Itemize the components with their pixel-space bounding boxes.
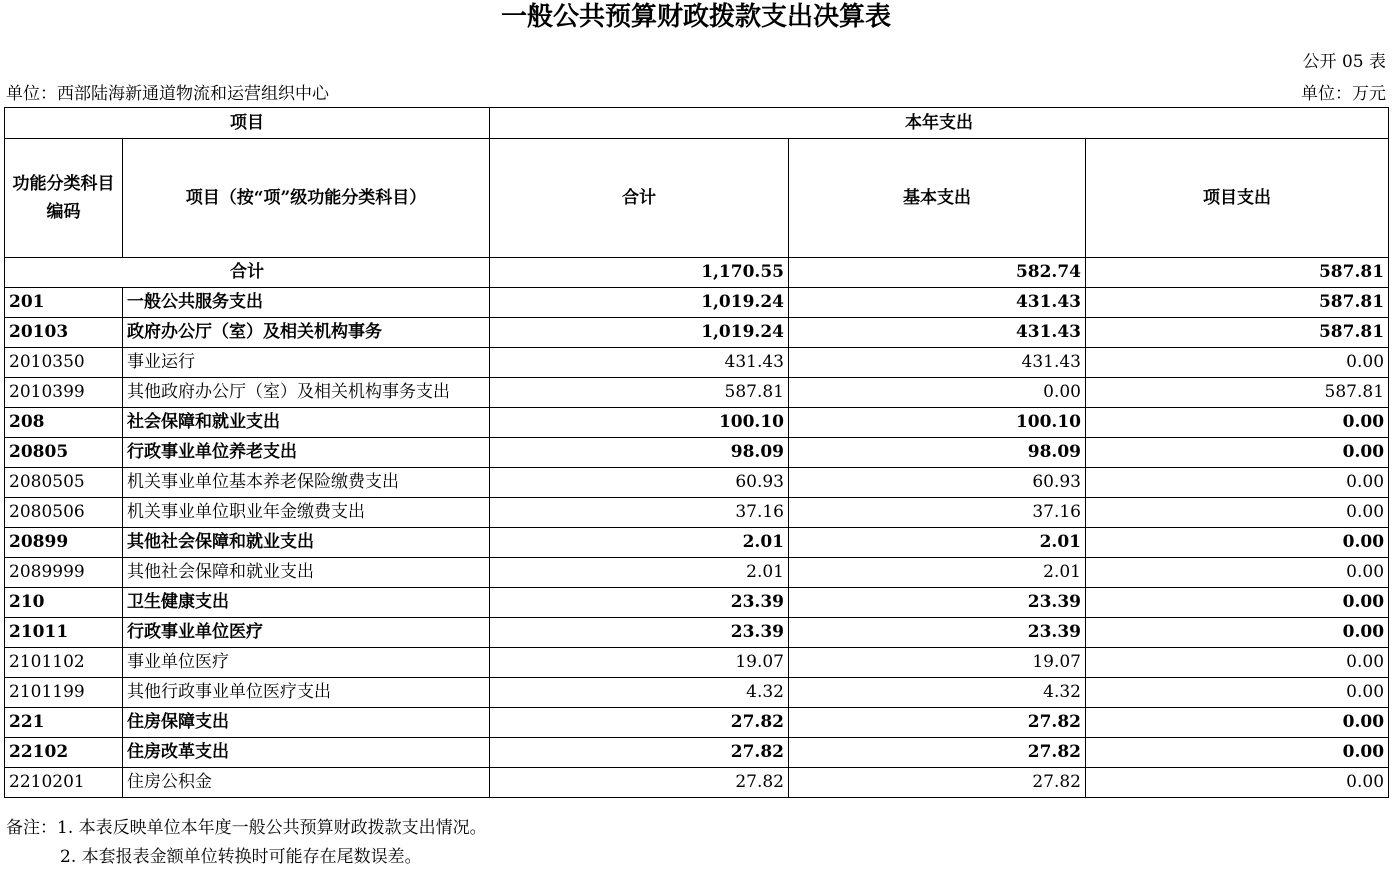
header-total: 合计: [490, 139, 789, 258]
row-total: 2.01: [490, 528, 789, 558]
row-basic: 431.43: [789, 318, 1086, 348]
table-row: [5, 558, 1389, 588]
table-row: [5, 408, 1389, 438]
note-2: 2. 本套报表金额单位转换时可能存在尾数误差。: [60, 847, 422, 867]
row-project: 0.00: [1086, 588, 1389, 618]
total-label: 合计: [5, 258, 490, 288]
header-code: 功能分类科目编码: [5, 139, 123, 258]
row-basic: 60.93: [789, 468, 1086, 498]
row-name: 住房保障支出: [123, 708, 490, 738]
row-code: 20899: [5, 528, 123, 558]
row-total: 2.01: [490, 558, 789, 588]
row-name: 政府办公厅（室）及相关机构事务: [123, 318, 490, 348]
row-basic: 2.01: [789, 528, 1086, 558]
row-project: 0.00: [1086, 438, 1389, 468]
row-basic: 2.01: [789, 558, 1086, 588]
row-code: 201: [5, 288, 123, 318]
total-row: [5, 258, 1389, 288]
reporting-unit: 单位：西部陆海新通道物流和运营组织中心: [6, 84, 329, 104]
row-name: 社会保障和就业支出: [123, 408, 490, 438]
row-code: 21011: [5, 618, 123, 648]
header-name: 项目（按“项”级功能分类科目）: [123, 139, 490, 258]
header-basic: 基本支出: [789, 139, 1086, 258]
table-row: [5, 768, 1389, 798]
currency-unit: 单位：万元: [1301, 84, 1386, 104]
row-name: 卫生健康支出: [123, 588, 490, 618]
row-total: 23.39: [490, 618, 789, 648]
row-total: 1,019.24: [490, 318, 789, 348]
table-row: [5, 378, 1389, 408]
row-name: 住房改革支出: [123, 738, 490, 768]
total-total: 1,170.55: [490, 258, 789, 288]
table-row: [5, 348, 1389, 378]
row-basic: 37.16: [789, 498, 1086, 528]
header-project: 项目: [5, 108, 490, 139]
row-code: 2080505: [5, 468, 123, 498]
row-name: 事业单位医疗: [123, 648, 490, 678]
row-project: 0.00: [1086, 498, 1389, 528]
row-total: 60.93: [490, 468, 789, 498]
row-project: 0.00: [1086, 708, 1389, 738]
table-row: [5, 288, 1389, 318]
table-row: [5, 498, 1389, 528]
row-name: 住房公积金: [123, 768, 490, 798]
row-code: 20103: [5, 318, 123, 348]
row-code: 208: [5, 408, 123, 438]
table-row: [5, 618, 1389, 648]
row-code: 221: [5, 708, 123, 738]
table-row: [5, 708, 1389, 738]
row-project: 587.81: [1086, 318, 1389, 348]
row-basic: 431.43: [789, 348, 1086, 378]
table-row: [5, 588, 1389, 618]
row-project: 0.00: [1086, 738, 1389, 768]
row-code: 2210201: [5, 768, 123, 798]
row-basic: 27.82: [789, 738, 1086, 768]
total-project: 587.81: [1086, 258, 1389, 288]
header-project-exp: 项目支出: [1086, 139, 1389, 258]
row-name: 机关事业单位基本养老保险缴费支出: [123, 468, 490, 498]
row-total: 431.43: [490, 348, 789, 378]
row-total: 1,019.24: [490, 288, 789, 318]
row-code: 2101199: [5, 678, 123, 708]
row-basic: 27.82: [789, 708, 1086, 738]
row-total: 4.32: [490, 678, 789, 708]
row-project: 0.00: [1086, 528, 1389, 558]
row-total: 27.82: [490, 768, 789, 798]
row-code: 210: [5, 588, 123, 618]
row-total: 19.07: [490, 648, 789, 678]
row-basic: 4.32: [789, 678, 1086, 708]
row-project: 0.00: [1086, 618, 1389, 648]
row-total: 587.81: [490, 378, 789, 408]
row-name: 一般公共服务支出: [123, 288, 490, 318]
row-name: 行政事业单位医疗: [123, 618, 490, 648]
table-row: [5, 318, 1389, 348]
row-name: 其他社会保障和就业支出: [123, 528, 490, 558]
row-project: 0.00: [1086, 558, 1389, 588]
row-total: 98.09: [490, 438, 789, 468]
row-basic: 0.00: [789, 378, 1086, 408]
row-total: 37.16: [490, 498, 789, 528]
table-row: [5, 738, 1389, 768]
table-row: [5, 678, 1389, 708]
table-row: [5, 528, 1389, 558]
row-code: 2080506: [5, 498, 123, 528]
row-code: 2010350: [5, 348, 123, 378]
row-code: 2101102: [5, 648, 123, 678]
row-basic: 23.39: [789, 618, 1086, 648]
row-project: 0.00: [1086, 678, 1389, 708]
table-row: [5, 468, 1389, 498]
row-code: 20805: [5, 438, 123, 468]
row-project: 0.00: [1086, 348, 1389, 378]
row-name: 事业运行: [123, 348, 490, 378]
row-name: 其他社会保障和就业支出: [123, 558, 490, 588]
note-1: 备注：1. 本表反映单位本年度一般公共预算财政拨款支出情况。: [6, 818, 487, 838]
row-name: 其他行政事业单位医疗支出: [123, 678, 490, 708]
row-name: 其他政府办公厅（室）及相关机构事务支出: [123, 378, 490, 408]
header-row-sub: [5, 139, 1389, 258]
header-row-top: [5, 108, 1389, 139]
row-basic: 98.09: [789, 438, 1086, 468]
page-title: 一般公共预算财政拨款支出决算表: [500, 2, 891, 32]
notes: [6, 814, 487, 872]
row-basic: 27.82: [789, 768, 1086, 798]
table-row: [5, 438, 1389, 468]
row-project: 587.81: [1086, 378, 1389, 408]
header-current-year: 本年支出: [490, 108, 1389, 139]
row-name: 机关事业单位职业年金缴费支出: [123, 498, 490, 528]
row-basic: 19.07: [789, 648, 1086, 678]
row-total: 100.10: [490, 408, 789, 438]
table-row: [5, 648, 1389, 678]
row-basic: 431.43: [789, 288, 1086, 318]
row-basic: 23.39: [789, 588, 1086, 618]
row-code: 2089999: [5, 558, 123, 588]
form-number: 公开 05 表: [1302, 52, 1386, 72]
row-code: 2010399: [5, 378, 123, 408]
row-basic: 100.10: [789, 408, 1086, 438]
row-total: 23.39: [490, 588, 789, 618]
expenditure-table: [4, 107, 1389, 798]
row-project: 0.00: [1086, 768, 1389, 798]
total-basic: 582.74: [789, 258, 1086, 288]
row-project: 0.00: [1086, 468, 1389, 498]
row-project: 0.00: [1086, 408, 1389, 438]
row-project: 0.00: [1086, 648, 1389, 678]
row-name: 行政事业单位养老支出: [123, 438, 490, 468]
row-code: 22102: [5, 738, 123, 768]
row-total: 27.82: [490, 738, 789, 768]
row-total: 27.82: [490, 708, 789, 738]
row-project: 587.81: [1086, 288, 1389, 318]
